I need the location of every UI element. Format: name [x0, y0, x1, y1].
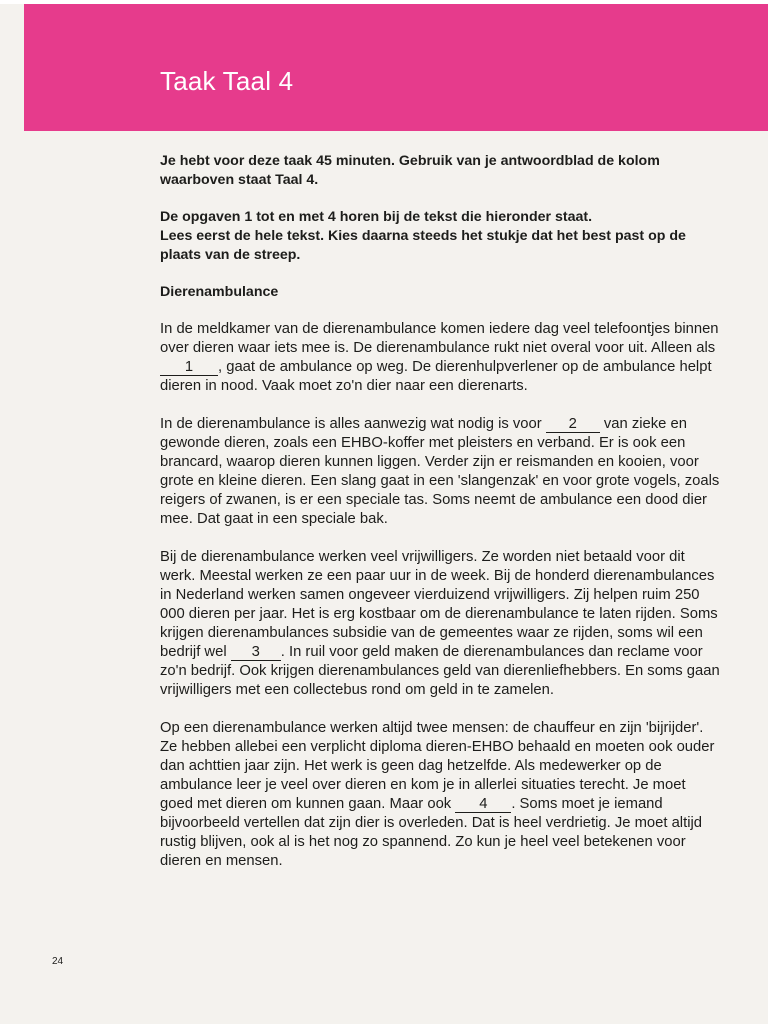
p3-text-after: . In ruil voor geld maken de dierenambulances dan reclame voor zo'n bedrijf. Ook krijgen dierenambulances geld van dierenliefhebbers. En soms gaan vrijwilligers met een collectebus rond om geld in te zamelen. — [160, 644, 720, 698]
p1-text-after: , gaat de ambulance op weg. De dierenhulpverlener op de ambulance helpt dieren in nood. Vaak moet zo'n dier naar een dierenarts. — [160, 359, 712, 394]
header-banner — [24, 4, 768, 131]
p2-text-after: van zieke en gewonde dieren, zoals een EHBO-koffer met pleisters en verband. Er is ook een brancard, waarop dieren kunnen liggen. Verder zijn er reismanden en kooien, voor grote en kleine dieren. Een slang gaat in een 'slangenzak' en voor grote vogels, zoals reigers of zwanen, is er een speciale tas. Soms neemt de ambulance een dood dier mee. Dat gaat in een speciale bak. — [160, 416, 720, 527]
content — [160, 152, 720, 890]
instruction-task-line2: Lees eerst de hele tekst. Kies daarna steeds het stukje dat het best past op de plaats van de streep. — [160, 228, 686, 263]
p4-text-after: . Soms moet je iemand bijvoorbeeld vertellen dat zijn dier is overleden. Dat is heel verdrietig. Je moet altijd rustig blijven, ook al is het nog zo spannend. Zo kun je heel veel betekenen voor dieren en mensen. — [160, 796, 703, 869]
gap-4: 4 — [455, 797, 511, 813]
gap-3: 3 — [231, 645, 281, 661]
instruction-time: Je hebt voor deze taak 45 minuten. Gebruik van je antwoordblad de kolom waarboven staat Taal 4. — [160, 153, 660, 188]
article-paragraph-4 — [160, 719, 720, 871]
gap-2: 2 — [546, 417, 600, 433]
p2-text-before: In de dierenambulance is alles aanwezig wat nodig is voor — [160, 416, 546, 432]
page-title: Taak Taal 4 — [160, 66, 294, 96]
article-paragraph-2 — [160, 415, 720, 529]
article-paragraph-1 — [160, 320, 720, 396]
instructions — [160, 152, 720, 265]
article-paragraph-3 — [160, 548, 720, 700]
p4-text-before: Op een dierenambulance werken altijd twee mensen: de chauffeur en zijn 'bijrijder'. Ze hebben allebei een verplicht diploma dieren-EHBO behaald en moeten ook ouder dan achttien jaar zijn. Het werk is geen dag hetzelfde. Als medewerker op de ambulance leer je veel over dieren en kom je in allerlei situaties terecht. Je moet goed met dieren om kunnen gaan. Maar ook — [160, 720, 715, 812]
p3-text-before: Bij de dierenambulance werken veel vrijwilligers. Ze worden niet betaald voor dit werk. Meestal werken ze een paar uur in de week. Bij de honderd dierenambulances in Nederland werken samen ongeveer vierduizend vrijwilligers. Zij helpen ruim 250 000 dieren per jaar. Het is erg kostbaar om de dierenambulance te laten rijden. Soms krijgen dierenambulances subsidie van de gemeentes waar ze rijden, soms wil een bedrijf wel — [160, 549, 718, 660]
instruction-task-line1: De opgaven 1 tot en met 4 horen bij de tekst die hieronder staat. — [160, 209, 593, 225]
article-title: Dierenambulance — [160, 284, 279, 300]
page-number: 24 — [52, 956, 64, 967]
p1-text-before: In de meldkamer van de dierenambulance komen iedere dag veel telefoontjes binnen over dieren waar iets mee is. De dierenambulance rukt niet overal voor uit. Alleen als — [160, 321, 719, 356]
gap-1: 1 — [160, 360, 218, 376]
instruction-task — [160, 208, 720, 265]
